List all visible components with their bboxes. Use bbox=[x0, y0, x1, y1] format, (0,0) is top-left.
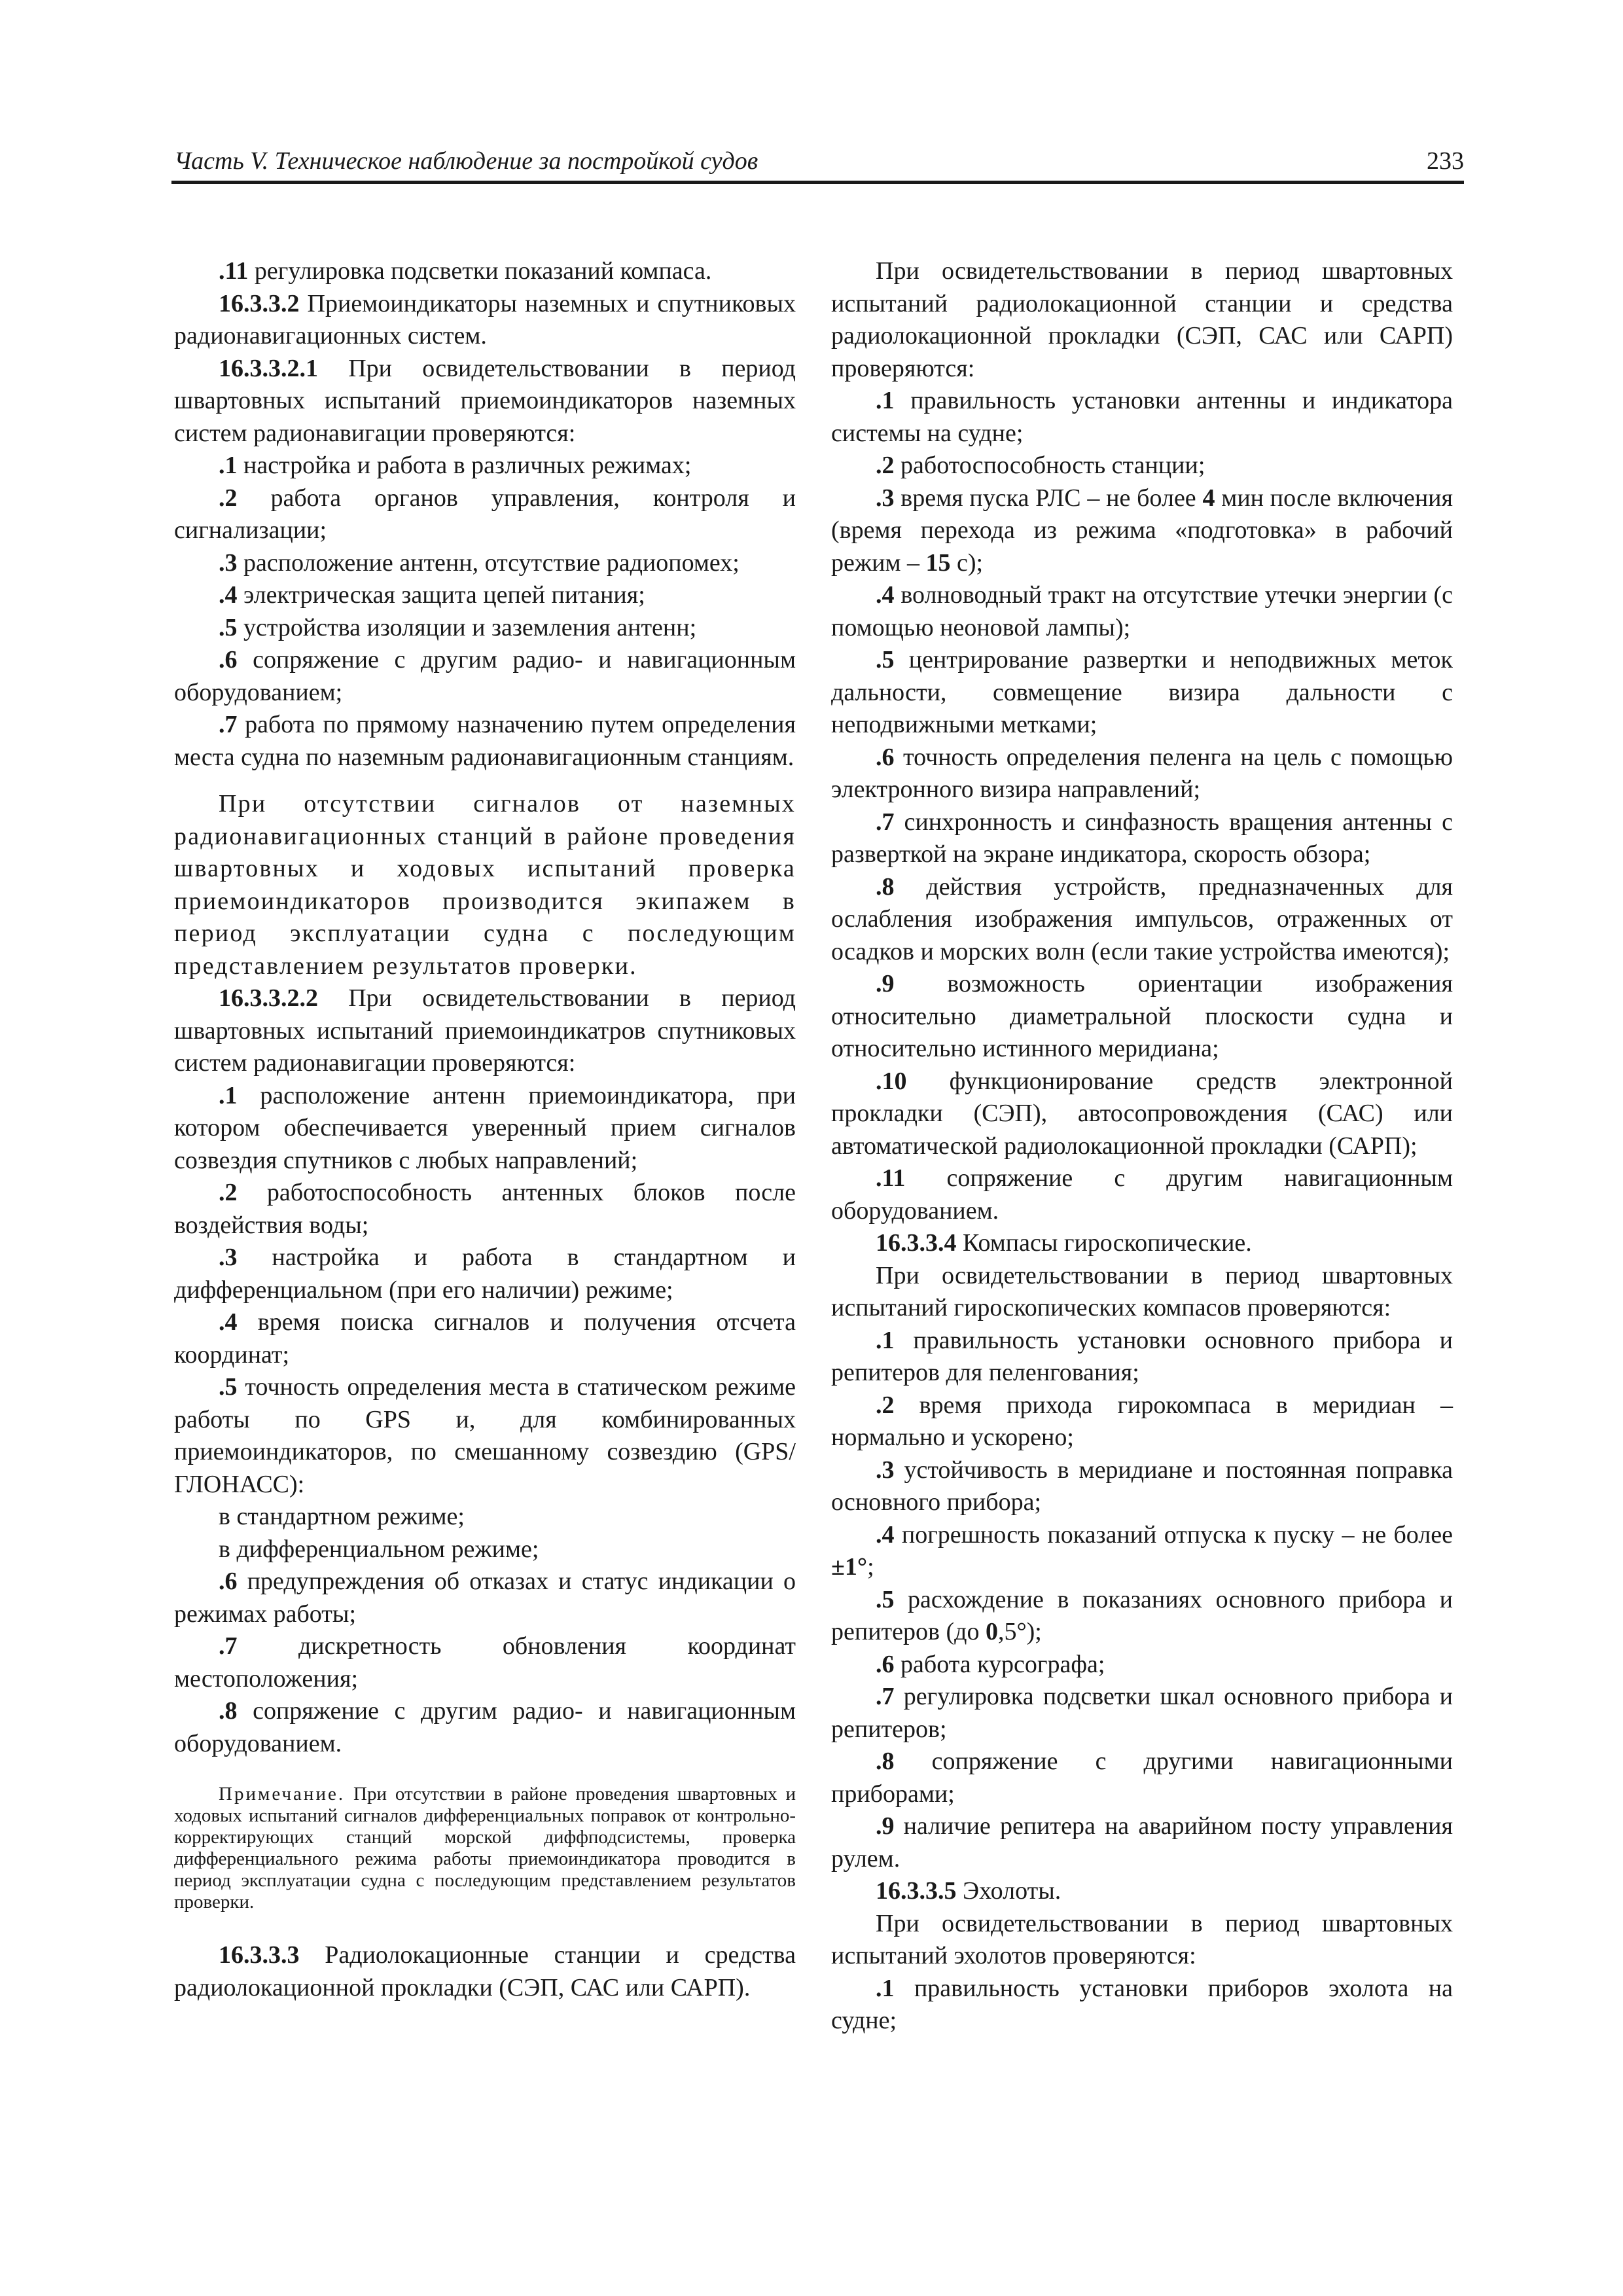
note-block bbox=[174, 1784, 796, 1913]
note-label: Примечание. bbox=[219, 1784, 346, 1804]
list-item: .5 устройства изоляции и заземления антенн; bbox=[219, 613, 697, 641]
section-heading: 16.3.3.3 Радиолокационные станции и средства радиолокационной прокладки (СЭП, САС или САРП). bbox=[174, 1941, 796, 2001]
list-item: .6 сопряжение с другим радио- и навигационным оборудованием; bbox=[174, 646, 796, 706]
list-item: в дифференциальном режиме; bbox=[219, 1535, 539, 1563]
list-item: .4 электрическая защита цепей питания; bbox=[219, 581, 645, 609]
list-item: .7 регулировка подсветки шкал основного прибора и репитеров; bbox=[831, 1683, 1453, 1743]
note-text: Примечание. При отсутствии в районе проведения швартовных и ходовых испытаний сигналов дифференциальных поправок от контрольно-корректирующих станций морской диффподсистемы, проверка дифференциального режима работы приемоиндикатора проводится в период эксплуатации судна с последующим представлением результатов проверки. bbox=[174, 1784, 796, 1912]
left-column bbox=[174, 255, 796, 2004]
paragraph: 16.3.3.2.1 При освидетельствовании в период швартовных испытаний приемоиндикаторов наземных систем радионавигации проверяются: bbox=[174, 354, 796, 447]
list-item: .8 сопряжение с другими навигационными приборами; bbox=[831, 1748, 1453, 1808]
header-title: Часть V. Техническое наблюдение за постройкой судов bbox=[174, 147, 758, 175]
paragraph: .11 регулировка подсветки показаний компаса. bbox=[219, 257, 712, 285]
list-item: .3 время пуска РЛС – не более 4 мин после включения (время перехода из режима «подготовка» в рабочий режим – 15 с); bbox=[831, 484, 1453, 577]
running-header bbox=[171, 139, 1464, 184]
list-item: .11 сопряжение с другим навигационным оборудованием. bbox=[831, 1164, 1453, 1225]
list-item: .6 точность определения пеленга на цель с помощью электронного визира направлений; bbox=[831, 743, 1453, 803]
list-item: .9 наличие репитера на аварийном посту управления рулем. bbox=[831, 1812, 1453, 1873]
list-item: .3 устойчивость в меридиане и постоянная поправка основного прибора; bbox=[831, 1456, 1453, 1516]
section-heading: 16.3.3.5 Эхолоты. bbox=[876, 1877, 1061, 1905]
list-item: .7 дискретность обновления координат местоположения; bbox=[174, 1632, 796, 1693]
list-item: .2 работоспособность антенных блоков после воздействия воды; bbox=[174, 1179, 796, 1239]
list-item: .3 настройка и работа в стандартном и дифференциальном (при его наличии) режиме; bbox=[174, 1244, 796, 1304]
paragraph: При освидетельствовании в период швартовных испытаний радиолокационной станции и средства радиолокационной прокладки (СЭП, САС или САРП) проверяются: bbox=[831, 257, 1453, 382]
paragraph: При освидетельствовании в период швартовных испытаний эхолотов проверяются: bbox=[831, 1909, 1453, 1969]
paragraph: При отсутствии сигналов от наземных радионавигационных станций в районе проведения швартовных и ходовых испытаний проверка приемоиндикаторов производится экипажем в период эксплуатации судна с последующим представлением результатов проверки. bbox=[174, 790, 796, 980]
list-item: .5 расхождение в показаниях основного прибора и репитеров (до 0,5°); bbox=[831, 1585, 1453, 1645]
list-item: .1 правильность установки основного прибора и репитеров для пеленгования; bbox=[831, 1326, 1453, 1386]
paragraph: При освидетельствовании в период швартовных испытаний гироскопических компасов проверяются: bbox=[831, 1261, 1453, 1321]
list-item: .1 правильность установки приборов эхолота на судне; bbox=[831, 1974, 1453, 2034]
list-item: .7 синхронность и синфазность вращения антенны с разверткой на экране индикатора, скорость обзора; bbox=[831, 808, 1453, 868]
section-heading: 16.3.3.2 Приемоиндикаторы наземных и спутниковых радионавигационных систем. bbox=[174, 289, 796, 350]
list-item: .4 волноводный тракт на отсутствие утечки энергии (с помощью неоновой лампы); bbox=[831, 581, 1453, 641]
list-item: .4 погрешность показаний отпуска к пуску – не более ±1°; bbox=[831, 1520, 1453, 1581]
list-item: .2 работа органов управления, контроля и сигнализации; bbox=[174, 484, 796, 544]
list-item: .2 время прихода гирокомпаса в меридиан – нормально и ускорено; bbox=[831, 1391, 1453, 1451]
list-item: .3 расположение антенн, отсутствие радиопомех; bbox=[219, 548, 740, 577]
list-item: .6 работа курсографа; bbox=[876, 1650, 1105, 1678]
list-item: .10 функционирование средств электронной прокладки (СЭП), автосопровождения (САС) или автоматической радиолокационной прокладки (САРП); bbox=[831, 1067, 1453, 1160]
list-item: .5 центрирование развертки и неподвижных меток дальности, совмещение визира дальности с неподвижными метками; bbox=[831, 646, 1453, 738]
list-item: .8 действия устройств, предназначенных для ослабления изображения импульсов, отраженных от осадков и морских волн (если такие устройства имеются); bbox=[831, 872, 1453, 965]
right-column bbox=[831, 255, 1453, 2037]
page-number: 233 bbox=[1427, 147, 1464, 175]
list-item: .1 настройка и работа в различных режимах; bbox=[219, 452, 692, 479]
list-item: .1 расположение антенн приемоиндикатора, при котором обеспечивается уверенный прием сигналов созвездия спутников с любых направлений; bbox=[174, 1081, 796, 1174]
list-item: .5 точность определения места в статическом режиме работы по GPS и, для комбинированных приемоиндикаторов, по смешанному созвездию (GPS/ГЛОНАСС): bbox=[174, 1373, 796, 1498]
list-item: .8 сопряжение с другим радио- и навигационным оборудованием. bbox=[174, 1697, 796, 1757]
section-heading: 16.3.3.4 Компасы гироскопические. bbox=[876, 1229, 1252, 1257]
list-item: .6 предупреждения об отказах и статус индикации о режимах работы; bbox=[174, 1568, 796, 1628]
paragraph: 16.3.3.2.2 При освидетельствовании в период швартовных испытаний приемоиндикатров спутниковых систем радионавигации проверяются: bbox=[174, 984, 796, 1077]
list-item: .4 время поиска сигналов и получения отсчета координат; bbox=[174, 1308, 796, 1369]
list-item: .7 работа по прямому назначению путем определения места судна по наземным радионавигационным станциям. bbox=[174, 711, 796, 771]
list-item: .1 правильность установки антенны и индикатора системы на судне; bbox=[831, 387, 1453, 447]
list-item: в стандартном режиме; bbox=[219, 1503, 465, 1530]
list-item: .2 работоспособность станции; bbox=[876, 452, 1205, 479]
list-item: .9 возможность ориентации изображения относительно диаметральной плоскости судна и относительно истинного меридиана; bbox=[831, 970, 1453, 1062]
